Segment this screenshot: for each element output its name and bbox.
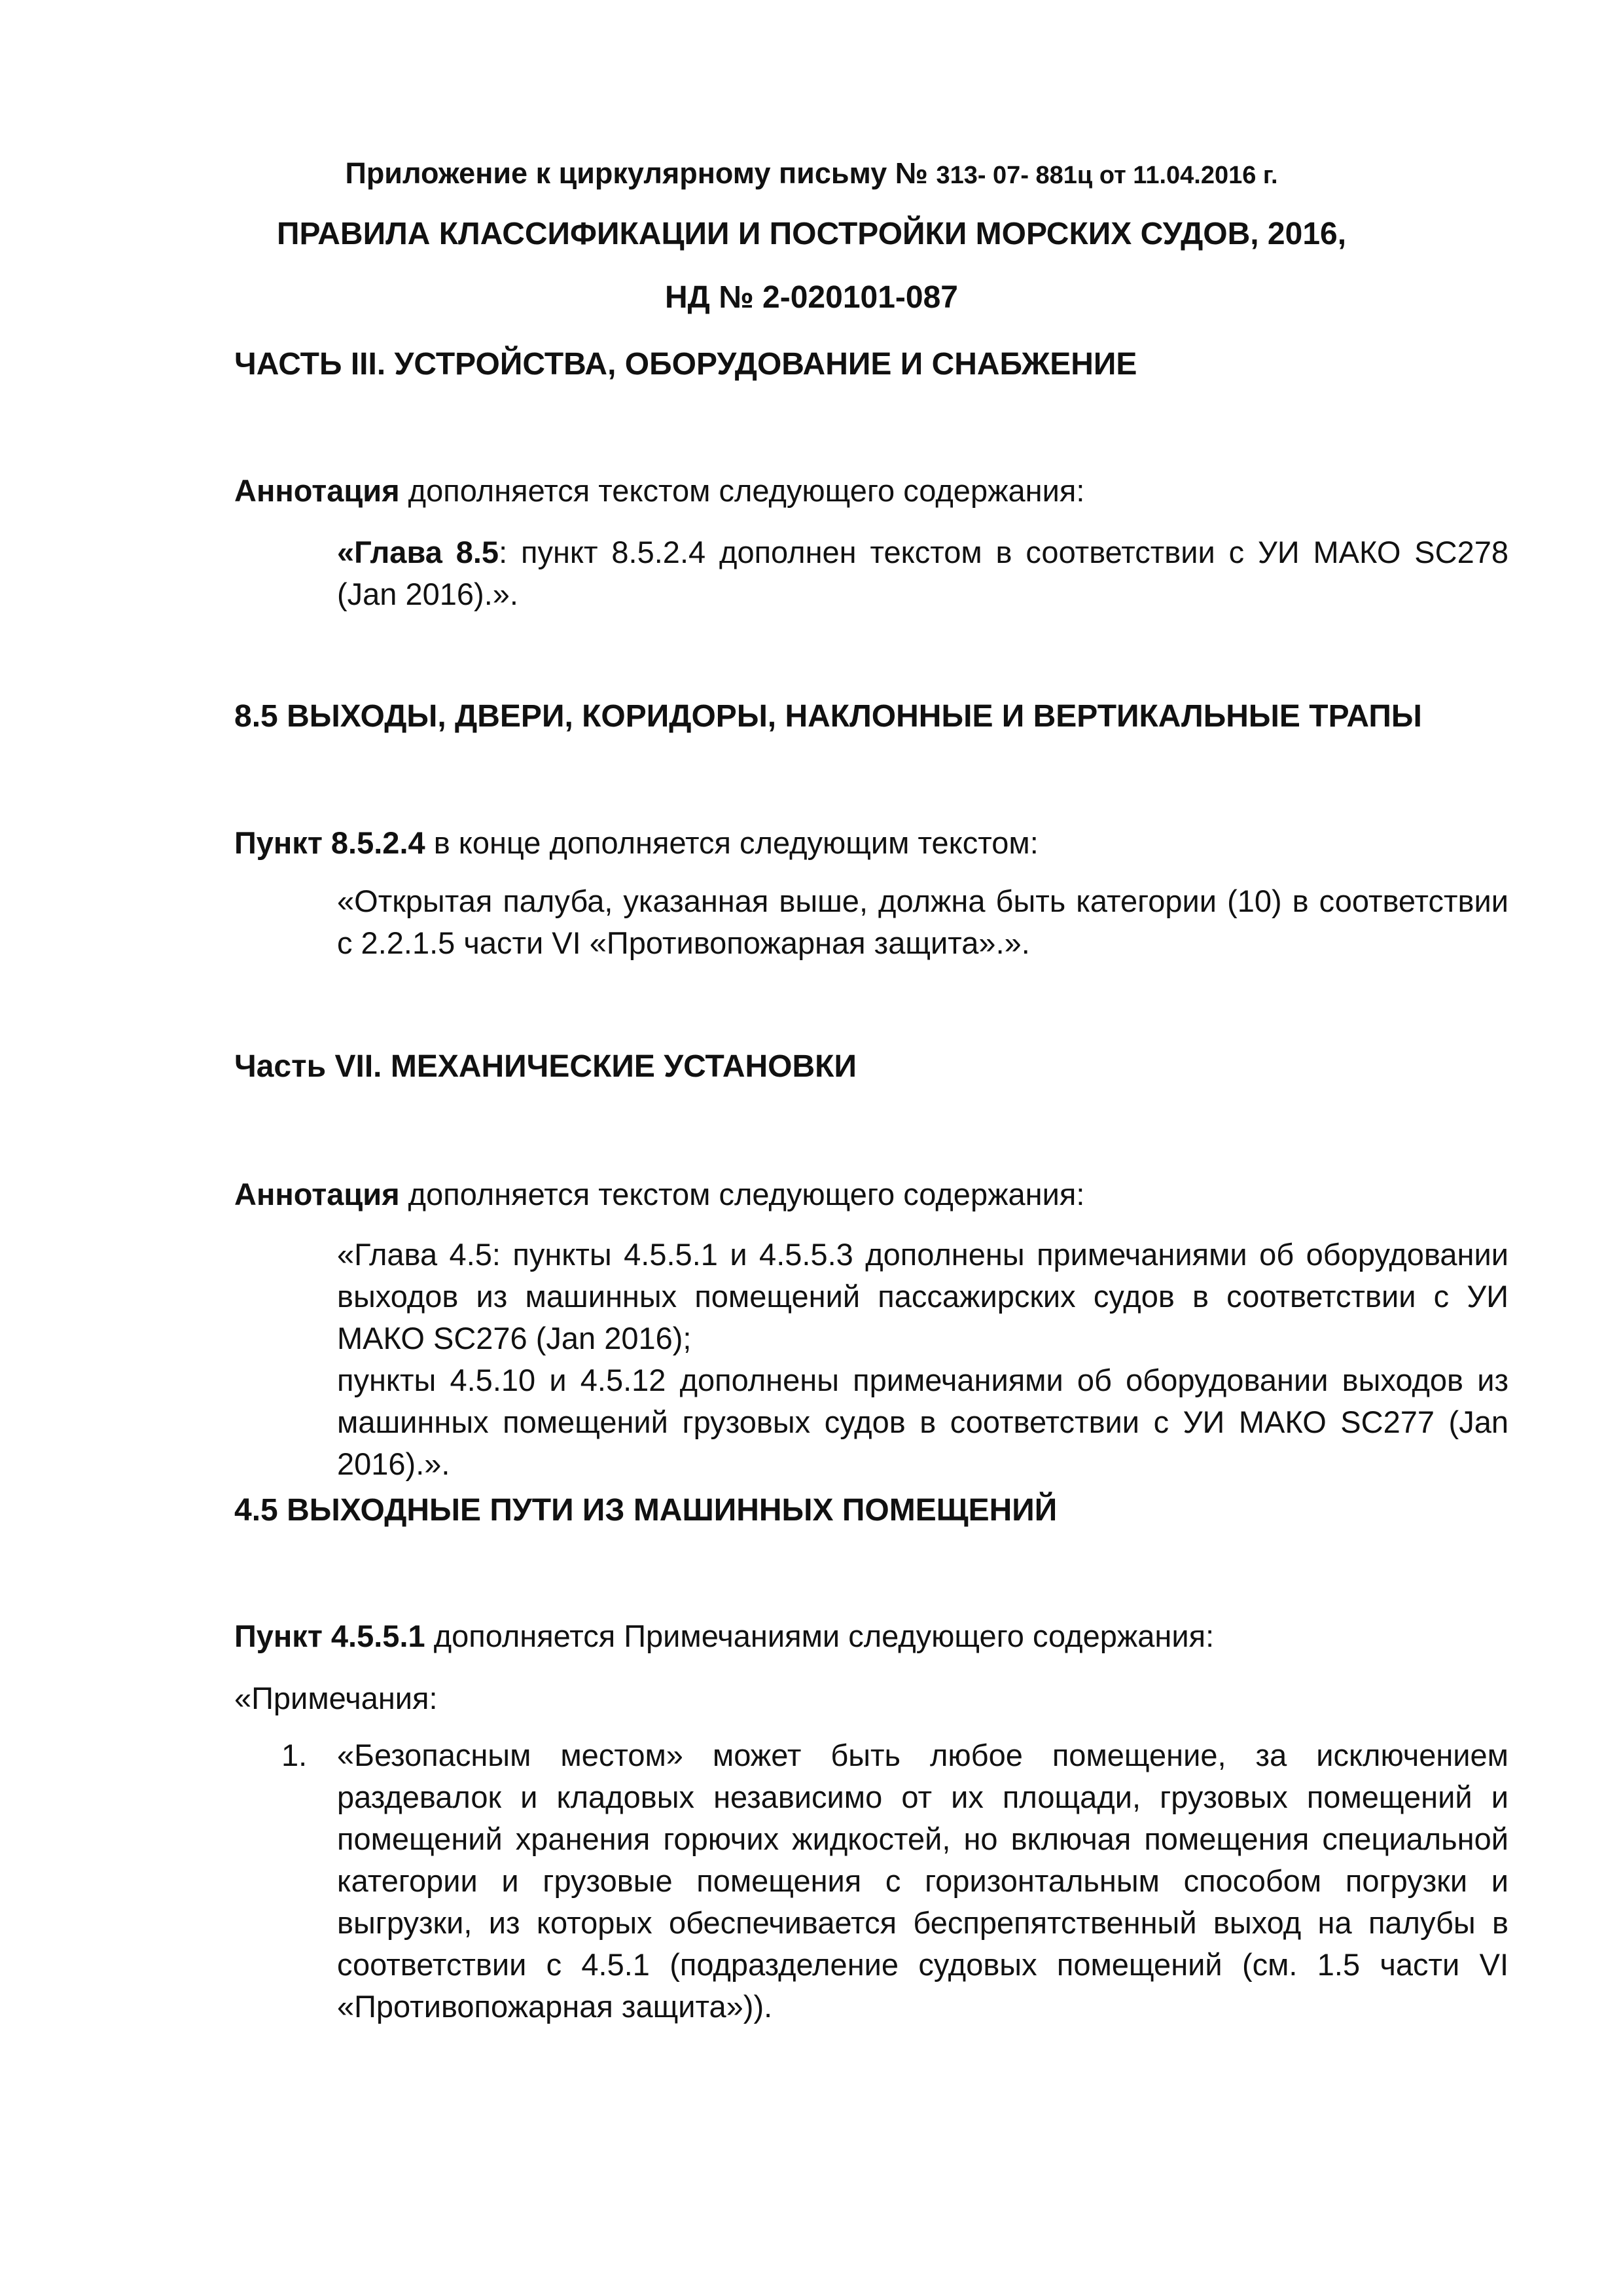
item-text: в конце дополняется следующим текстом: bbox=[425, 825, 1039, 860]
list-item-text: «Безопасным местом» может быть любое помещение, за исключением раздевалок и кладовых независимо от их площади, грузовых помещений и помещений хранения горючих жидкостей, но включая помещения специальной категории и грузовые помещения с горизонтальным способом погрузки и выгрузки, из которых обеспечивается беспрепятственный выход на палубы в соответствии с 4.5.1 (подразделение судовых помещений (см. 1.5 части VI «Противопожарная защита»)). bbox=[337, 1738, 1508, 2024]
part-7-annotation-quote-2: пункты 4.5.10 и 4.5.12 дополнены примечаниями об оборудовании выходов из машинных помещений грузовых судов в соответствии с УИ МАКО SC277 (Jan 2016).». bbox=[337, 1363, 1508, 1481]
annotation-text: дополняется текстом следующего содержания: bbox=[399, 473, 1085, 508]
document-number: НД № 2-020101-087 bbox=[665, 280, 958, 315]
part-7-annotation-intro bbox=[234, 1175, 1084, 1214]
part-3-annotation-intro bbox=[234, 471, 1084, 511]
part-7-title: Часть VII. МЕХАНИЧЕСКИЕ УСТАНОВКИ bbox=[234, 1049, 857, 1084]
rules-title: ПРАВИЛА КЛАССИФИКАЦИИ И ПОСТРОЙКИ МОРСКИХ СУДОВ, 2016, bbox=[276, 217, 1347, 251]
quote-chapter-label: «Глава 8.5 bbox=[337, 535, 499, 569]
annotation-label: Аннотация bbox=[234, 473, 400, 508]
item-8-5-2-4-quote: «Открытая палуба, указанная выше, должна быть категории (10) в соответствии с 2.2.1.5 части VI «Противопожарная защита».». bbox=[337, 884, 1508, 960]
item-text: дополняется Примечаниями следующего содержания: bbox=[425, 1619, 1215, 1653]
part-3-annotation-quote bbox=[337, 531, 1508, 615]
item-label: Пункт 4.5.5.1 bbox=[234, 1619, 425, 1653]
section-4-5-title: 4.5 ВЫХОДНЫЕ ПУТИ ИЗ МАШИННЫХ ПОМЕЩЕНИЙ bbox=[234, 1493, 1058, 1528]
notes-list-item bbox=[281, 1734, 1508, 2028]
part-3-title: ЧАСТЬ III. УСТРОЙСТВА, ОБОРУДОВАНИЕ И СНАБЖЕНИЕ bbox=[234, 347, 1137, 382]
list-item-number: 1. bbox=[281, 1738, 308, 1772]
circular-letter-number: 313- 07- 881ц от 11.04.2016 г. bbox=[936, 162, 1278, 189]
quote-chapter-text: : пункт 8.5.2.4 дополнен текстом в соответствии с УИ МАКО SC278 (Jan 2016).». bbox=[337, 535, 1508, 611]
item-4-5-5-1-intro bbox=[234, 1617, 1214, 1656]
section-8-5-title: 8.5 ВЫХОДЫ, ДВЕРИ, КОРИДОРЫ, НАКЛОННЫЕ И ВЕРТИКАЛЬНЫЕ ТРАПЫ bbox=[234, 699, 1422, 734]
circular-letter-reference bbox=[0, 154, 1623, 195]
part-7-annotation-quote-1: «Глава 4.5: пункты 4.5.5.1 и 4.5.5.3 дополнены примечаниями об оборудовании выходов из машинных помещений пассажирских судов в соответствии с УИ МАКО SC276 (Jan 2016); bbox=[337, 1237, 1508, 1355]
item-label: Пункт 8.5.2.4 bbox=[234, 825, 425, 860]
notes-label: «Примечания: bbox=[234, 1681, 438, 1715]
annotation-text: дополняется текстом следующего содержания: bbox=[399, 1177, 1085, 1211]
item-8-5-2-4-intro bbox=[234, 823, 1039, 863]
circular-letter-label: Приложение к циркулярному письму № bbox=[345, 156, 928, 190]
annotation-label: Аннотация bbox=[234, 1177, 400, 1211]
